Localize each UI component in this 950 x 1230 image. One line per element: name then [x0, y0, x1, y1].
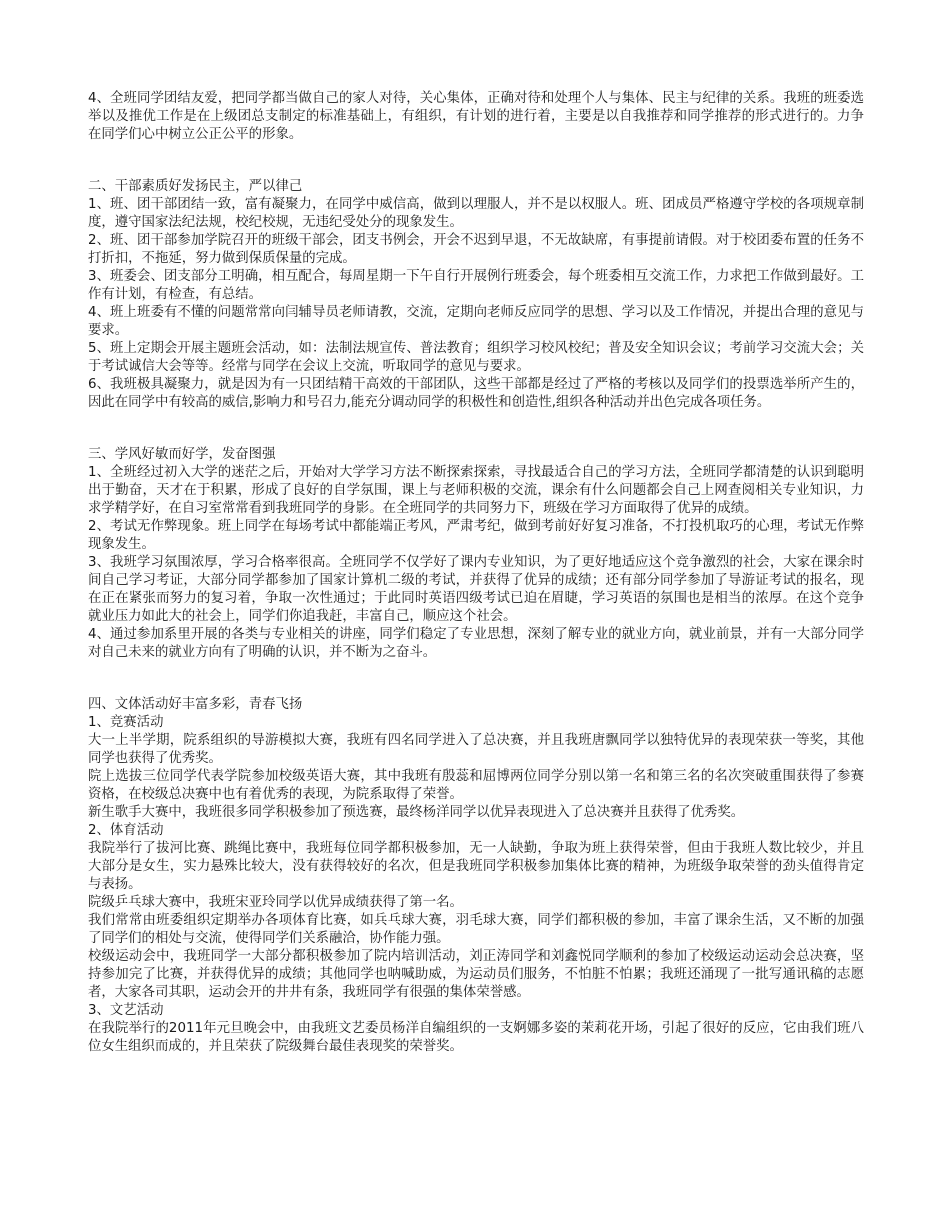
section-2 [88, 178, 864, 412]
paragraph: 4、班上班委有不懂的问题常常向闫辅导员老师请教，交流，定期向老师反应同学的思想、学习以及工作情况，并提出合理的意见与要求。 [88, 305, 864, 338]
paragraph: 我院举行了拔河比赛、跳绳比赛中，我班每位同学都积极参加，无一人缺勤，争取为班上获得荣誉，但由于我班人数比较少，并且大部分是女生，实力悬殊比较大，没有获得较好的名次，但是我班同学积极参加集体比赛的精神，为班级争取荣誉的劲头值得肯定与表扬。 [88, 841, 864, 892]
section-heading: 四、文体活动好丰富多彩，青春飞扬 [88, 697, 303, 712]
paragraph: 3、班委会、团支部分工明确，相互配合，每周星期一下午自行开展例行班委会，每个班委相互交流工作，力求把工作做到最好。工作有计划，有检查，有总结。 [88, 269, 864, 302]
paragraph: 2、班、团干部参加学院召开的班级干部会，团支书例会，开会不迟到早退，不无故缺席，有事提前请假。对于校团委布置的任务不打折扣，不拖延，努力做到保质保量的完成。 [88, 233, 864, 266]
paragraph: 5、班上定期会开展主题班会活动，如：法制法规宣传、普法教育；组织学习校风校纪；普及安全知识会议；考前学习交流大会；关于考试诚信大会等等。经常与同学在会议上交流，听取同学的意见与要求。 [88, 341, 864, 374]
paragraph: 院上选拔三位同学代表学院参加校级英语大赛，其中我班有殷蕊和屈博两位同学分别以第一名和第三名的名次突破重围获得了参赛资格，在校级总决赛中也有着优秀的表现，为院系取得了荣誉。 [88, 769, 864, 802]
paragraph: 校级运动会中，我班同学一大部分都积极参加了院内培训活动，刘正涛同学和刘鑫悦同学顺利的参加了校级运动运动会总决赛，坚持参加完了比赛，并获得优异的成绩；其他同学也呐喊助威，为运动员们服务，不怕脏不怕累；我班还涌现了一批写通讯稿的志愿者，大家各司其职，运动会开的井井有条，我班同学有很强的集体荣誉感。 [88, 949, 864, 1000]
paragraph: 4、全班同学团结友爱，把同学都当做自己的家人对待，关心集体，正确对待和处理个人与集体、民主与纪律的关系。我班的班委选举以及推优工作是在上级团总支制定的标准基础上，有组织，有计划的进行着，主要是以自我推荐和同学推荐的形式进行的。力争在同学们心中树立公正公平的形象。 [88, 91, 864, 142]
section-heading: 三、学风好敏而好学，发奋图强 [88, 447, 276, 462]
intro-block [88, 90, 864, 144]
paragraph: 新生歌手大赛中，我班很多同学积极参加了预选赛，最终杨洋同学以优异表现进入了总决赛并且获得了优秀奖。 [88, 805, 745, 820]
document-page [88, 90, 864, 1056]
paragraph: 在我院举行的2011年元旦晚会中，由我班文艺委员杨洋自编组织的一支婀娜多姿的茉莉花开场，引起了很好的反应，它由我们班八位女生组织而成的，并且荣获了院级舞台最佳表现奖的荣誉奖。 [88, 1021, 864, 1054]
paragraph: 1、班、团干部团结一致，富有凝聚力，在同学中威信高，做到以理服人，并不是以权服人。班、团成员严格遵守学校的各项规章制度，遵守国家法纪法规，校纪校规，无违纪受处分的现象发生。 [88, 197, 864, 230]
section-gap [88, 144, 864, 178]
paragraph: 院级乒乓球大赛中，我班宋亚玲同学以优异成绩获得了第一名。 [88, 895, 463, 910]
subheading: 3、文艺活动 [88, 1003, 164, 1018]
paragraph: 6、我班极具凝聚力，就是因为有一只团结精干高效的干部团队，这些干部都是经过了严格的考核以及同学们的投票选举所产生的，因此在同学中有较高的威信,影响力和号召力,能充分调动同学的积极性和创造性,组织各种活动并出色完成各项任务。 [88, 377, 864, 410]
paragraph: 4、通过参加系里开展的各类与专业相关的讲座，同学们稳定了专业思想，深刻了解专业的就业方向，就业前景，并有一大部分同学对自己未来的就业方向有了明确的认识，并不断为之奋斗。 [88, 627, 864, 660]
paragraph: 大一上半学期，院系组织的导游模拟大赛，我班有四名同学进入了总决赛，并且我班唐飘同学以独特优异的表现荣获一等奖，其他同学也获得了优秀奖。 [88, 733, 864, 766]
section-gap [88, 662, 864, 696]
subheading: 2、体育活动 [88, 823, 164, 838]
section-gap [88, 412, 864, 446]
section-heading: 二、干部素质好发扬民主，严以律己 [88, 179, 303, 194]
paragraph: 1、全班经过初入大学的迷茫之后，开始对大学学习方法不断探索探索，寻找最适合自己的学习方法，全班同学都清楚的认识到聪明出于勤奋，天才在于积累，形成了良好的自学氛围，课上与老师积极的交流，课余有什么问题都会自己上网查阅相关专业知识，力求学精学好，在自习室常常看到我班同学的身影。在全班同学的共同努力下，班级在学习方面取得了优异的成绩。 [88, 465, 864, 516]
section-3 [88, 446, 864, 662]
subheading: 1、竞赛活动 [88, 715, 164, 730]
paragraph: 我们常常由班委组织定期举办各项体育比赛，如兵乓球大赛，羽毛球大赛，同学们都积极的参加，丰富了课余生活，又不断的加强了同学们的相处与交流，使得同学们关系融洽，协作能力强。 [88, 913, 864, 946]
paragraph: 3、我班学习氛围浓厚，学习合格率很高。全班同学不仅学好了课内专业知识，为了更好地适应这个竞争激烈的社会，大家在课余时间自己学习考证，大部分同学都参加了国家计算机二级的考试，并获得了优异的成绩；还有部分同学参加了导游证考试的报名，现在正在紧张而努力的复习着，争取一次性通过；于此同时英语四级考试已迫在眉睫，学习英语的氛围也是相当的浓厚。在这个竞争就业压力如此大的社会上，同学们你追我赶，丰富自己，顺应这个社会。 [88, 555, 864, 624]
section-4 [88, 696, 864, 1056]
paragraph: 2、考试无作弊现象。班上同学在每场考试中都能端正考风，严肃考纪，做到考前好好复习准备，不打投机取巧的心理，考试无作弊现象发生。 [88, 519, 864, 552]
